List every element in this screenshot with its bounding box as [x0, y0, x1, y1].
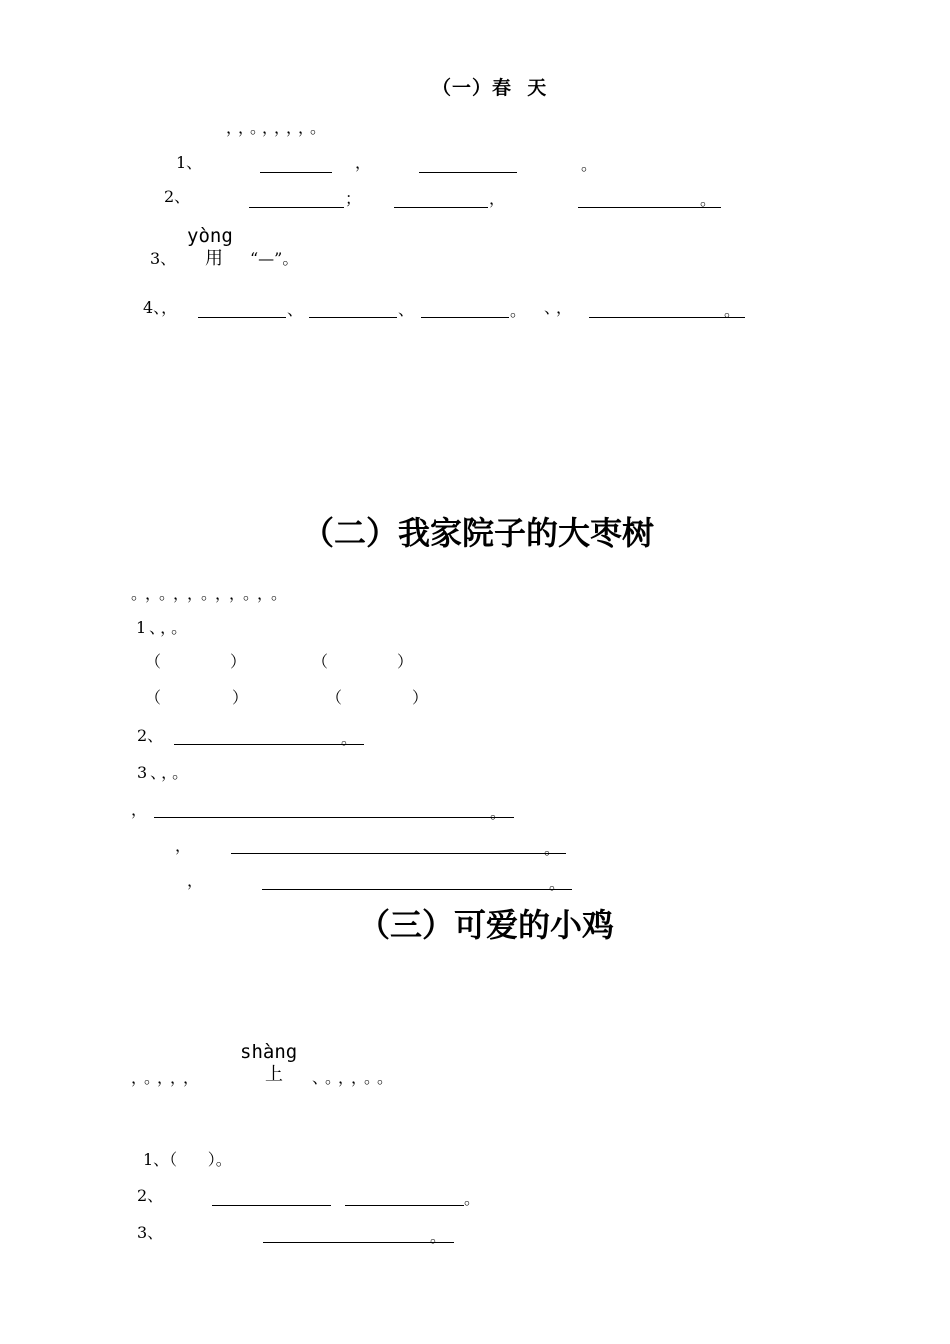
s3-q1: 1、（ ）。 — [143, 1150, 232, 1169]
s2-q1-paren-close-3: ） — [232, 688, 249, 707]
s3-passage-end: 、。，，。。 — [312, 1068, 399, 1087]
s2-q1-paren-open-2: （ — [312, 652, 329, 671]
s2-q3-blank-2[interactable] — [231, 853, 566, 854]
section2-title: （二）我家院子的大枣树 — [302, 514, 655, 552]
s2-q3-comma-3: ， — [187, 871, 204, 890]
s2-q3-end-3: 。 — [549, 874, 566, 893]
s3-q2-number: 2、 — [137, 1186, 164, 1205]
s3-q3-blank[interactable] — [263, 1242, 454, 1243]
s2-q1-paren-close-4: ） — [412, 688, 429, 707]
s1-q1-blank-1[interactable] — [260, 172, 332, 173]
s1-q2-number: 2、 — [164, 187, 191, 206]
s1-q1-end: 。 — [581, 155, 598, 174]
s3-q2-blank-1[interactable] — [212, 1205, 331, 1206]
s1-q4-sep2: 、 — [398, 300, 415, 319]
s3-passage-char: 上 — [265, 1064, 283, 1085]
section2-passage: 。，。，，。，，。，。 — [131, 584, 294, 603]
s3-q3-number: 3、 — [137, 1223, 164, 1242]
s2-q3-comma-2: ， — [175, 836, 192, 855]
section1-passage: ，，。，，，，。 — [226, 118, 331, 137]
s1-q4-sep1: 、 — [287, 300, 304, 319]
s1-q2-semicolon: ； — [345, 189, 362, 208]
s1-q3-char: 用 — [205, 248, 223, 269]
s3-passage-start: ，。，，， — [131, 1068, 205, 1087]
s2-q3-blank-3[interactable] — [262, 889, 572, 890]
section1-title: （一）春 天 — [432, 77, 548, 99]
s1-q1-blank-2[interactable] — [419, 172, 517, 173]
s1-q2-comma: ， — [489, 189, 506, 208]
s1-q4-blank-3[interactable] — [421, 317, 509, 318]
s3-q2-blank-2[interactable] — [345, 1205, 464, 1206]
s1-q4-mid: 、， — [544, 298, 577, 317]
s2-q3-end-1: 。 — [490, 803, 507, 822]
s2-q3-end-2: 。 — [544, 839, 561, 858]
s1-q2-blank-1[interactable] — [249, 207, 344, 208]
s1-q4-blank-1[interactable] — [198, 317, 286, 318]
s1-q2-blank-2[interactable] — [394, 207, 488, 208]
s1-q2-end: 。 — [700, 190, 717, 209]
s2-q3-label: 3、，。 — [137, 763, 192, 782]
s1-q4-end1: 。 — [510, 301, 527, 320]
s2-q3-blank-1[interactable] — [154, 817, 514, 818]
s1-q3-number: 3、 — [150, 249, 177, 268]
s2-q1-paren-close-2: ） — [397, 652, 414, 671]
s1-q4-blank-2[interactable] — [309, 317, 397, 318]
s2-q2-blank[interactable] — [174, 744, 364, 745]
s2-q1-paren-open-3: （ — [145, 688, 162, 707]
s2-q1-paren-open-1: （ — [145, 652, 162, 671]
s1-q4-end2: 。 — [724, 301, 741, 320]
s2-q2-end: 。 — [341, 729, 358, 748]
s1-q4-blank-4[interactable] — [589, 317, 745, 318]
s2-q3-comma-1: ， — [131, 800, 148, 819]
s1-q3-pinyin: yòng — [187, 225, 233, 247]
s3-q2-end: 。 — [464, 1189, 481, 1208]
section3-title: （三）可爱的小鸡 — [358, 906, 615, 944]
s2-q1-paren-open-4: （ — [326, 688, 343, 707]
s1-q1-number: 1、 — [176, 153, 203, 172]
s3-q3-end: 。 — [430, 1227, 447, 1246]
s3-passage-pinyin: shàng — [240, 1041, 298, 1063]
s1-q4-number: 4、， — [143, 298, 178, 317]
s1-q1-comma: ， — [355, 153, 372, 172]
s2-q2-number: 2、 — [137, 726, 164, 745]
s2-q1-label: 1、，。 — [136, 618, 191, 637]
s1-q3-quote: “—”。 — [250, 249, 299, 268]
s2-q1-paren-close-1: ） — [230, 652, 247, 671]
